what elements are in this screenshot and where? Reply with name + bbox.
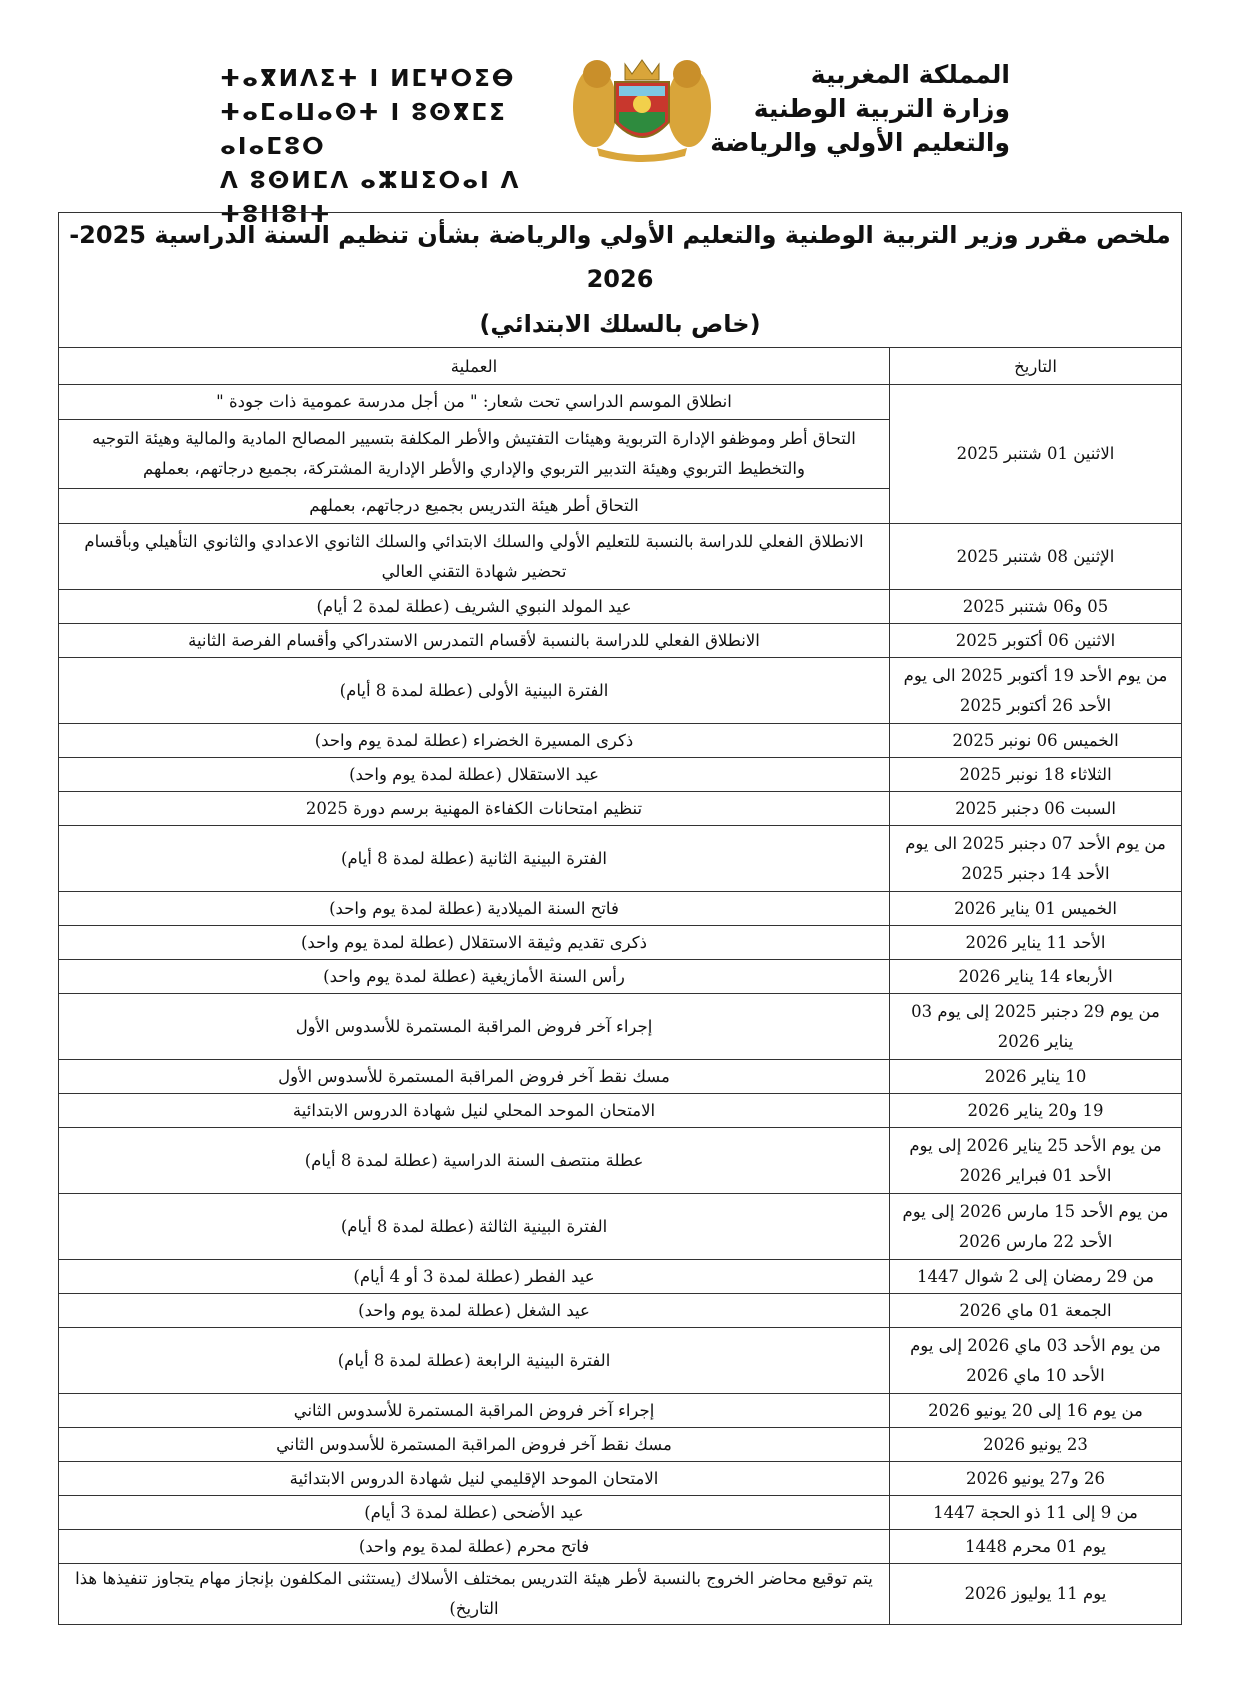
- table-row: [59, 926, 1182, 960]
- row-date: من يوم الأحد 07 دجنبر 2025 الى يوم الأحد 14 دجنبر 2025: [890, 826, 1182, 892]
- table-row: [59, 1328, 1182, 1394]
- row-date: السبت 06 دجنبر 2025: [890, 792, 1182, 826]
- row-operation: عيد الاستقلال (عطلة لمدة يوم واحد): [59, 758, 890, 792]
- row-operation-group: [59, 385, 890, 524]
- row-operation: مسك نقط آخر فروض المراقبة المستمرة للأسدوس الأول: [59, 1060, 890, 1094]
- row-date: من يوم الأحد 03 ماي 2026 إلى يوم الأحد 10 ماي 2026: [890, 1328, 1182, 1394]
- row-operation: فاتح محرم (عطلة لمدة يوم واحد): [59, 1530, 890, 1564]
- column-header-operation: العملية: [59, 348, 890, 385]
- row-date: الاثنين 06 أكتوبر 2025: [890, 624, 1182, 658]
- ministry-ar-line: والتعليم الأولي والرياضة: [710, 128, 1010, 157]
- row-operation: فاتح السنة الميلادية (عطلة لمدة يوم واحد): [59, 892, 890, 926]
- table-row: [59, 792, 1182, 826]
- row-date: يوم 11 يوليوز 2026: [890, 1564, 1182, 1625]
- school-calendar-table: [58, 212, 1182, 1625]
- row-operation: عيد الفطر (عطلة لمدة 3 أو 4 أيام): [59, 1260, 890, 1294]
- ministry-name-tifinagh: [220, 62, 560, 232]
- table-row: [59, 658, 1182, 724]
- table-row: [59, 1294, 1182, 1328]
- table-row: [59, 624, 1182, 658]
- row-operation: التحاق أطر وموظفو الإدارة التربوية وهيئات التفتيش والأطر المكلفة بتسيير المصالح المادية والمالية وهيئة التوجيه والتخطيط التربوي وهيئة التدبير التربوي والإداري والأطر الإدارية المشتركة، بجميع درجاتهم، بعملهم: [59, 419, 889, 488]
- emblem-sky: [619, 86, 665, 96]
- column-header-date: التاريخ: [890, 348, 1182, 385]
- row-operation: رأس السنة الأمازيغية (عطلة لمدة يوم واحد): [59, 960, 890, 994]
- row-date: يوم 01 محرم 1448: [890, 1530, 1182, 1564]
- row-operation: إجراء آخر فروض المراقبة المستمرة للأسدوس الأول: [59, 994, 890, 1060]
- page-subtitle: (خاص بالسلك الابتدائي): [479, 310, 761, 338]
- row-operation: الفترة البينية الثانية (عطلة لمدة 8 أيام): [59, 826, 890, 892]
- row-date: الجمعة 01 ماي 2026: [890, 1294, 1182, 1328]
- row-date: 05 و06 شتنبر 2025: [890, 590, 1182, 624]
- row-operation: الفترة البينية الرابعة (عطلة لمدة 8 أيام): [59, 1328, 890, 1394]
- row-date: من يوم الأحد 19 أكتوبر 2025 الى يوم الأحد 26 أكتوبر 2025: [890, 658, 1182, 724]
- table-row: [59, 892, 1182, 926]
- table-row: [59, 524, 1182, 590]
- row-operation: يتم توقيع محاضر الخروج بالنسبة لأطر هيئة التدريس بمختلف الأسلاك (يستثنى المكلفون بإنجاز مهام يتجاوز تنفيذها هذا التاريخ): [59, 1564, 890, 1625]
- row-date: الأحد 11 يناير 2026: [890, 926, 1182, 960]
- row-operation: الانطلاق الفعلي للدراسة بالنسبة للتعليم الأولي والسلك الابتدائي والسلك الثانوي الاعدادي والثانوي التأهيلي وبأقسام تحضير شهادة التقني العالي: [59, 524, 890, 590]
- row-date: الإثنين 08 شتنبر 2025: [890, 524, 1182, 590]
- ministry-tf-line: ⵜⴰⴳⵍⴷⵉⵜ ⵏ ⵍⵎⵖⵔⵉⴱ: [220, 66, 516, 92]
- table-row: [59, 590, 1182, 624]
- row-operation: الامتحان الموحد المحلي لنيل شهادة الدروس الابتدائية: [59, 1094, 890, 1128]
- row-date: الثلاثاء 18 نونبر 2025: [890, 758, 1182, 792]
- ministry-ar-line: المملكة المغربية: [810, 60, 1010, 89]
- table-row: [59, 1428, 1182, 1462]
- row-date: من يوم الأحد 15 مارس 2026 إلى يوم الأحد 22 مارس 2026: [890, 1194, 1182, 1260]
- row-operation: إجراء آخر فروض المراقبة المستمرة للأسدوس الثاني: [59, 1394, 890, 1428]
- table-row: [59, 1194, 1182, 1260]
- ministry-ar-line: وزارة التربية الوطنية: [753, 94, 1010, 123]
- row-date: من يوم الأحد 25 يناير 2026 إلى يوم الأحد 01 فبراير 2026: [890, 1128, 1182, 1194]
- table-row: [59, 1496, 1182, 1530]
- row-operation: عيد الشغل (عطلة لمدة يوم واحد): [59, 1294, 890, 1328]
- row-operation: عيد المولد النبوي الشريف (عطلة لمدة 2 أيام): [59, 590, 890, 624]
- table-row: [59, 1260, 1182, 1294]
- row-operation: عيد الأضحى (عطلة لمدة 3 أيام): [59, 1496, 890, 1530]
- table-row: [59, 1564, 1182, 1625]
- table-row: [59, 758, 1182, 792]
- row-operation: الفترة البينية الثالثة (عطلة لمدة 8 أيام): [59, 1194, 890, 1260]
- emblem-crown: [625, 60, 659, 80]
- row-operation: انطلاق الموسم الدراسي تحت شعار: " من أجل مدرسة عمومية ذات جودة ": [216, 392, 732, 411]
- row-date: من يوم 29 دجنبر 2025 إلى يوم 03 يناير 2026: [890, 994, 1182, 1060]
- table-row: [59, 960, 1182, 994]
- table-row: [59, 1128, 1182, 1194]
- page-title: ملخص مقرر وزير التربية الوطنية والتعليم الأولي والرياضة بشأن تنظيم السنة الدراسية 2025-2026: [69, 221, 1171, 293]
- row-operation: التحاق أطر هيئة التدريس بجميع درجاتهم، بعملهم: [59, 488, 889, 523]
- emblem-lion-left: [573, 60, 617, 147]
- row-date: الخميس 06 نونبر 2025: [890, 724, 1182, 758]
- ministry-tf-line: ⴷ ⵓⵙⵍⵎⴷ ⴰⵣⵡⵉⵔⴰⵏ ⴷ ⵜⵓⵏⵏⵓⵏⵜ: [220, 168, 521, 228]
- table-row: [59, 1094, 1182, 1128]
- emblem-lion-right: [667, 60, 711, 147]
- ministry-name-arabic: [680, 58, 1010, 160]
- row-date: من 9 إلى 11 ذو الحجة 1447: [890, 1496, 1182, 1530]
- emblem-ribbon: [597, 148, 687, 162]
- row-date: الاثنين 01 شتنبر 2025: [890, 385, 1182, 524]
- table-row: [59, 724, 1182, 758]
- row-date: الأربعاء 14 يناير 2026: [890, 960, 1182, 994]
- emblem-sun: [633, 95, 651, 113]
- ministry-tf-line: ⵜⴰⵎⴰⵡⴰⵙⵜ ⵏ ⵓⵙⴳⵎⵉ ⴰⵏⴰⵎⵓⵔ: [220, 100, 507, 160]
- table-row: [59, 1462, 1182, 1496]
- table-row: [59, 385, 1182, 524]
- row-operation: الامتحان الموحد الإقليمي لنيل شهادة الدروس الابتدائية: [59, 1462, 890, 1496]
- table-row: [59, 994, 1182, 1060]
- row-operation: الفترة البينية الأولى (عطلة لمدة 8 أيام): [59, 658, 890, 724]
- row-operation: تنظيم امتحانات الكفاءة المهنية برسم دورة 2025: [59, 792, 890, 826]
- row-date: 19 و20 يناير 2026: [890, 1094, 1182, 1128]
- table-row: [59, 1060, 1182, 1094]
- row-date: من يوم 16 إلى 20 يونيو 2026: [890, 1394, 1182, 1428]
- row-date: 26 و27 يونيو 2026: [890, 1462, 1182, 1496]
- page-header: [0, 0, 1240, 228]
- row-operation: مسك نقط آخر فروض المراقبة المستمرة للأسدوس الثاني: [59, 1428, 890, 1462]
- row-operation: ذكرى المسيرة الخضراء (عطلة لمدة يوم واحد): [59, 724, 890, 758]
- table-row: [59, 826, 1182, 892]
- table-body: [59, 524, 1182, 1625]
- table-row: [59, 1530, 1182, 1564]
- row-date: 23 يونيو 2026: [890, 1428, 1182, 1462]
- royal-emblem-icon: [567, 52, 717, 162]
- row-date: 10 يناير 2026: [890, 1060, 1182, 1094]
- table-title-cell: [59, 213, 1182, 348]
- row-operation: ذكرى تقديم وثيقة الاستقلال (عطلة لمدة يوم واحد): [59, 926, 890, 960]
- row-date: من 29 رمضان إلى 2 شوال 1447: [890, 1260, 1182, 1294]
- row-operation: عطلة منتصف السنة الدراسية (عطلة لمدة 8 أيام): [59, 1128, 890, 1194]
- table-row: [59, 1394, 1182, 1428]
- row-date: الخميس 01 يناير 2026: [890, 892, 1182, 926]
- row-operation: الانطلاق الفعلي للدراسة بالنسبة لأقسام التمدرس الاستدراكي وأقسام الفرصة الثانية: [59, 624, 890, 658]
